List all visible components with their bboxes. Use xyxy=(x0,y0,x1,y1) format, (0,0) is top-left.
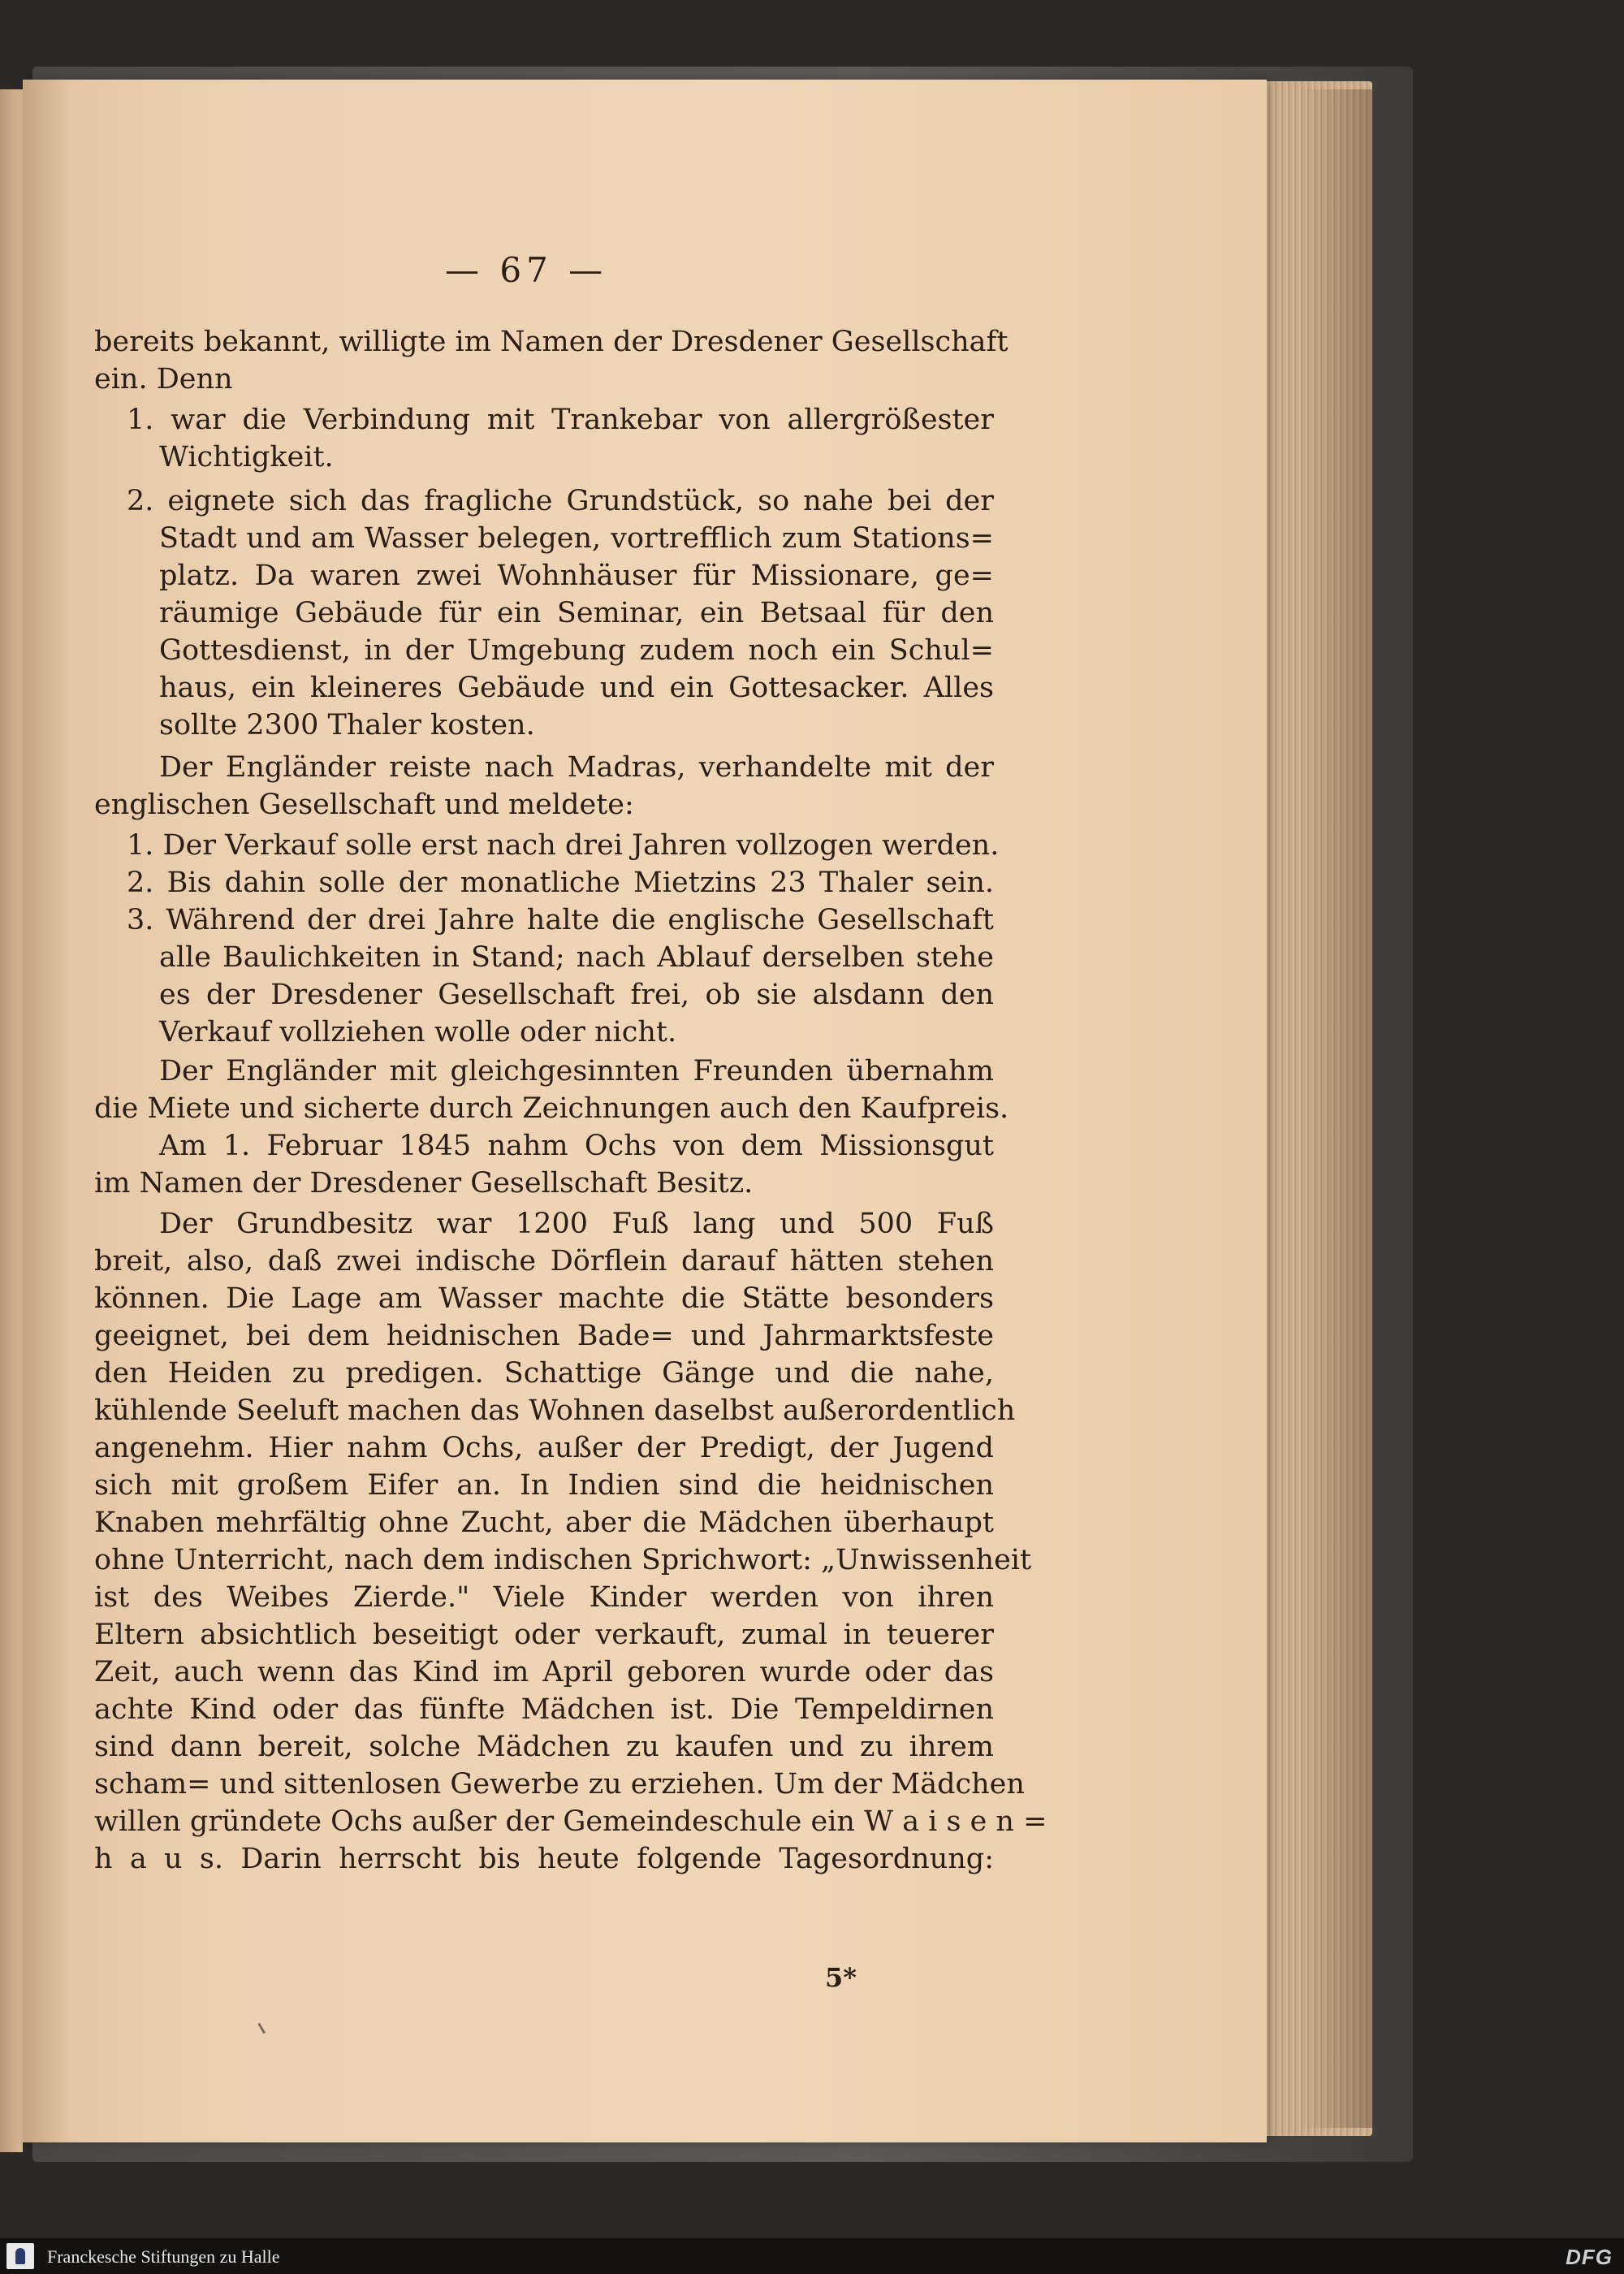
text-line: sollte 2300 Thaler kosten. xyxy=(159,709,535,741)
text-line: 1. Der Verkauf solle erst nach drei Jahren vollzogen werden. xyxy=(127,829,1000,862)
text-line: Der Engländer reiste nach Madras, verhandelte mit der xyxy=(159,751,994,784)
text-line: es der Dresdener Gesellschaft frei, ob sie alsdann den xyxy=(159,979,994,1011)
text-line: 1. war die Verbindung mit Trankebar von allergrößester xyxy=(127,404,994,436)
institution-name: Franckesche Stiftungen zu Halle xyxy=(47,2246,280,2267)
text-line: kühlende Seeluft machen das Wohnen daselbst außerordentlich xyxy=(94,1394,1016,1427)
text-line: h a u s. Darin herrscht bis heute folgende Tagesordnung: xyxy=(94,1843,994,1875)
left-page-sliver xyxy=(0,89,23,2152)
text-line: die Miete und sicherte durch Zeichnungen auch den Kaufpreis. xyxy=(94,1092,1009,1125)
text-line: bereits bekannt, willigte im Namen der Dresdener Gesellschaft xyxy=(94,326,1009,358)
text-line: ohne Unterricht, nach dem indischen Sprichwort: „Unwissenheit xyxy=(94,1544,1032,1576)
text-line: räumige Gebäude für ein Seminar, ein Betsaal für den xyxy=(159,597,994,629)
text-line: breit, also, daß zwei indische Dörflein darauf hätten stehen xyxy=(94,1245,994,1278)
text-line: englischen Gesellschaft und meldete: xyxy=(94,789,634,821)
text-line: Der Engländer mit gleichgesinnten Freunden übernahm xyxy=(159,1055,994,1087)
text-line: können. Die Lage am Wasser machte die Stätte besonders xyxy=(94,1282,994,1315)
text-line: geeignet, bei dem heidnischen Bade= und Jahrmarktsfeste xyxy=(94,1320,994,1352)
text-line: Eltern absichtlich beseitigt oder verkauft, zumal in teuerer xyxy=(94,1619,994,1651)
text-line: 3. Während der drei Jahre halte die englische Gesellschaft xyxy=(127,904,994,936)
text-line: alle Baulichkeiten in Stand; nach Ablauf derselben stehe xyxy=(159,941,994,974)
pencil-mark xyxy=(257,2019,272,2034)
text-line: angenehm. Hier nahm Ochs, außer der Predigt, der Jugend xyxy=(94,1432,994,1464)
text-line: im Namen der Dresdener Gesellschaft Besitz. xyxy=(94,1167,754,1200)
text-line: 2. Bis dahin solle der monatliche Mietzins 23 Thaler sein. xyxy=(127,867,994,899)
text-line: den Heiden zu predigen. Schattige Gänge und die nahe, xyxy=(94,1357,994,1390)
text-line: Wichtigkeit. xyxy=(159,441,334,473)
footer-bar xyxy=(0,2238,1624,2274)
text-line: Zeit, auch wenn das Kind im April geboren wurde oder das xyxy=(94,1656,994,1688)
text-line: ein. Denn xyxy=(94,363,233,396)
text-line: ist des Weibes Zierde." Viele Kinder werden von ihren xyxy=(94,1581,994,1614)
text-line: 2. eignete sich das fragliche Grundstück, so nahe bei der xyxy=(127,485,994,517)
logo-figure xyxy=(15,2248,25,2264)
text-line: Gottesdienst, in der Umgebung zudem noch ein Schul= xyxy=(159,634,994,667)
text-line: scham= und sittenlosen Gewerbe zu erziehen. Um der Mädchen xyxy=(94,1768,1025,1801)
book-page xyxy=(23,80,1267,2142)
text-line: achte Kind oder das fünfte Mädchen ist. Die Tempeldirnen xyxy=(94,1693,994,1726)
text-line: Stadt und am Wasser belegen, vortrefflich zum Stations= xyxy=(159,522,994,555)
text-line: Der Grundbesitz war 1200 Fuß lang und 500 Fuß xyxy=(159,1208,994,1240)
text-line: Knaben mehrfältig ohne Zucht, aber die Mädchen überhaupt xyxy=(94,1507,994,1539)
text-line: haus, ein kleineres Gebäude und ein Gottesacker. Alles xyxy=(159,672,994,704)
text-line: willen gründete Ochs außer der Gemeindeschule ein W a i s e n = xyxy=(94,1805,1047,1838)
text-line: sind dann bereit, solche Mädchen zu kaufen und zu ihrem xyxy=(94,1731,994,1763)
page-edge-shadow xyxy=(1299,89,1372,2128)
text-line: platz. Da waren zwei Wohnhäuser für Missionare, ge= xyxy=(159,560,994,592)
dfg-logo: DFG xyxy=(1566,2245,1613,2269)
signature-mark: 5* xyxy=(825,1962,857,1993)
text-line: Am 1. Februar 1845 nahm Ochs von dem Missionsgut xyxy=(159,1130,994,1162)
text-line: Verkauf vollziehen wolle oder nicht. xyxy=(159,1016,677,1048)
text-line: sich mit großem Eifer an. In Indien sind die heidnischen xyxy=(94,1469,994,1502)
gutter-shade xyxy=(23,80,71,2142)
institution-logo-icon xyxy=(6,2243,34,2269)
page-number: — 67 — xyxy=(445,250,608,290)
